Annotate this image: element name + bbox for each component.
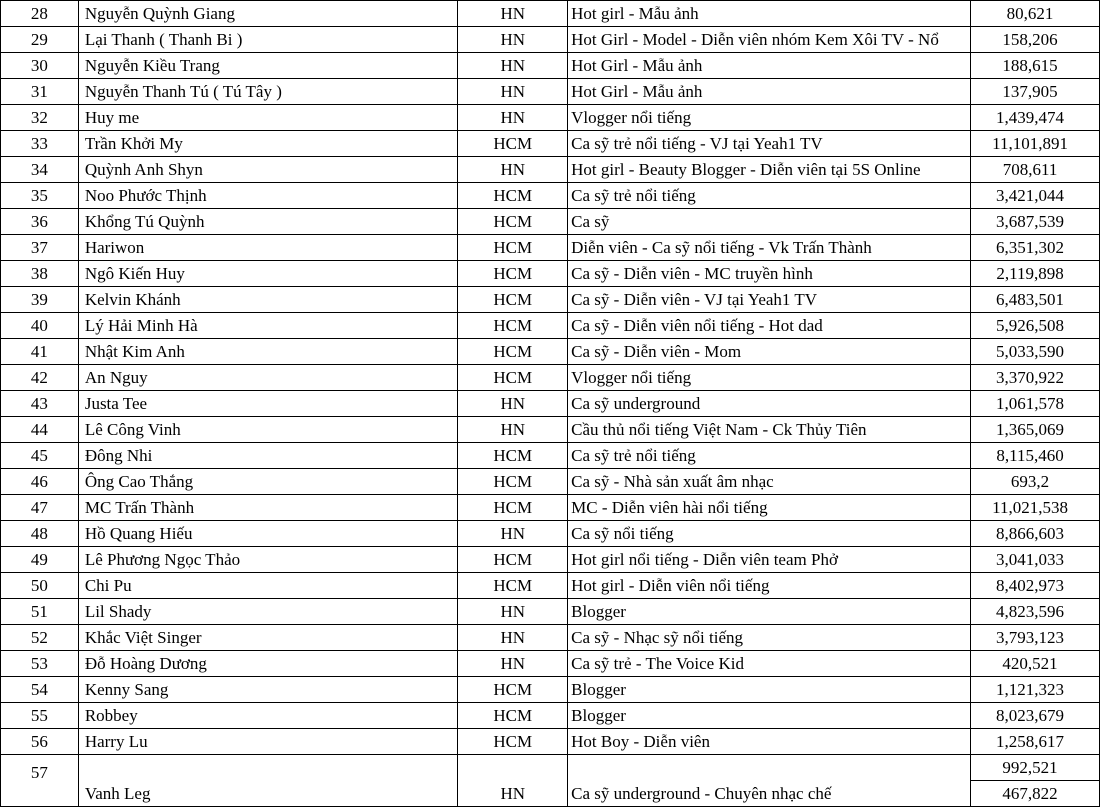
table-row[interactable] — [1, 469, 1100, 495]
city-code: HCM — [458, 261, 568, 287]
influencer-name: Khổng Tú Quỳnh — [78, 209, 458, 235]
followers-count: 8,866,603 — [971, 521, 1100, 547]
description: Ca sỹ - Diễn viên - MC truyền hình — [568, 261, 971, 287]
row-number: 47 — [1, 495, 79, 521]
city-code: HCM — [458, 131, 568, 157]
followers-count: 420,521 — [971, 651, 1100, 677]
influencer-name: Nguyễn Kiều Trang — [78, 53, 458, 79]
followers-count: 6,351,302 — [971, 235, 1100, 261]
followers-count: 6,483,501 — [971, 287, 1100, 313]
city-code: HN — [458, 79, 568, 105]
row-number: 54 — [1, 677, 79, 703]
row-number: 55 — [1, 703, 79, 729]
followers-count: 8,115,460 — [971, 443, 1100, 469]
table-row[interactable] — [1, 391, 1100, 417]
city-code: HCM — [458, 729, 568, 755]
description: Ca sỹ - Nhà sản xuất âm nhạc — [568, 469, 971, 495]
description: Ca sỹ - Diễn viên - VJ tại Yeah1 TV — [568, 287, 971, 313]
influencer-name: MC Trấn Thành — [78, 495, 458, 521]
table-row[interactable] — [1, 495, 1100, 521]
influencer-name: Ngô Kiến Huy — [78, 261, 458, 287]
followers-count: 1,365,069 — [971, 417, 1100, 443]
description: Vlogger nổi tiếng — [568, 365, 971, 391]
followers-count: 11,101,891 — [971, 131, 1100, 157]
city-code: HN — [458, 599, 568, 625]
row-number: 51 — [1, 599, 79, 625]
city-code: HCM — [458, 183, 568, 209]
description: Hot Girl - Model - Diễn viên nhóm Kem Xôi TV - Nổ — [568, 27, 971, 53]
city-code: HCM — [458, 339, 568, 365]
influencer-name: Kenny Sang — [78, 677, 458, 703]
city-code: HN — [458, 625, 568, 651]
description: Blogger — [568, 599, 971, 625]
table-row[interactable] — [1, 131, 1100, 157]
followers-count: 3,041,033 — [971, 547, 1100, 573]
followers-count: 3,687,539 — [971, 209, 1100, 235]
description: Ca sỹ nổi tiếng — [568, 521, 971, 547]
description: Ca sỹ underground — [568, 391, 971, 417]
row-number: 33 — [1, 131, 79, 157]
table-row[interactable] — [1, 313, 1100, 339]
row-number: 39 — [1, 287, 79, 313]
row-number: 53 — [1, 651, 79, 677]
influencer-name: Đông Nhi — [78, 443, 458, 469]
city-code: HCM — [458, 547, 568, 573]
city-code: HCM — [458, 573, 568, 599]
table-row[interactable] — [1, 261, 1100, 287]
row-number: 31 — [1, 79, 79, 105]
row-number: 35 — [1, 183, 79, 209]
followers-count: 5,033,590 — [971, 339, 1100, 365]
followers-count: 1,061,578 — [971, 391, 1100, 417]
table-row[interactable] — [1, 53, 1100, 79]
table-row[interactable] — [1, 521, 1100, 547]
description: Hot Girl - Mẫu ảnh — [568, 79, 971, 105]
followers-count: 5,926,508 — [971, 313, 1100, 339]
city-code: HN — [458, 521, 568, 547]
table-body — [1, 1, 1100, 755]
influencer-name: Hồ Quang Hiếu — [78, 521, 458, 547]
followers-count: 11,021,538 — [971, 495, 1100, 521]
description: Ca sỹ trẻ nổi tiếng - VJ tại Yeah1 TV — [568, 131, 971, 157]
description: Ca sỹ trẻ nổi tiếng — [568, 183, 971, 209]
followers-count: 8,023,679 — [971, 703, 1100, 729]
table-row[interactable] — [1, 599, 1100, 625]
city-code: HCM — [458, 287, 568, 313]
followers-count: 80,621 — [971, 1, 1100, 27]
row-number: 38 — [1, 261, 79, 287]
table-row[interactable] — [1, 547, 1100, 573]
influencer-name: Robbey — [78, 703, 458, 729]
influencer-name: Lại Thanh ( Thanh Bi ) — [78, 27, 458, 53]
followers-count: 1,439,474 — [971, 105, 1100, 131]
city-code: HCM — [458, 365, 568, 391]
city-code: HN — [458, 27, 568, 53]
row-number: 40 — [1, 313, 79, 339]
description: MC - Diễn viên hài nổi tiếng — [568, 495, 971, 521]
description: Blogger — [568, 703, 971, 729]
influencer-name: Hariwon — [78, 235, 458, 261]
row-number: 36 — [1, 209, 79, 235]
table-row[interactable] — [1, 755, 1100, 781]
city-code: HN — [458, 755, 568, 807]
row-number: 28 — [1, 1, 79, 27]
row-number: 50 — [1, 573, 79, 599]
description: Hot girl - Diễn viên nổi tiếng — [568, 573, 971, 599]
influencer-name: Nguyễn Thanh Tú ( Tú Tây ) — [78, 79, 458, 105]
description: Ca sỹ trẻ nổi tiếng — [568, 443, 971, 469]
row-number: 43 — [1, 391, 79, 417]
city-code: HN — [458, 1, 568, 27]
description: Ca sỹ — [568, 209, 971, 235]
followers-count: 3,421,044 — [971, 183, 1100, 209]
city-code: HN — [458, 417, 568, 443]
row-number: 56 — [1, 729, 79, 755]
table-row[interactable] — [1, 339, 1100, 365]
influencer-name: Vanh Leg — [78, 755, 458, 807]
row-number: 48 — [1, 521, 79, 547]
table-row[interactable] — [1, 677, 1100, 703]
followers-count: 3,793,123 — [971, 625, 1100, 651]
followers-count: 693,2 — [971, 469, 1100, 495]
row-number: 46 — [1, 469, 79, 495]
followers-count: 188,615 — [971, 53, 1100, 79]
table-row[interactable] — [1, 365, 1100, 391]
followers-count: 2,119,898 — [971, 261, 1100, 287]
city-code: HN — [458, 157, 568, 183]
influencer-name: Quỳnh Anh Shyn — [78, 157, 458, 183]
city-code: HCM — [458, 703, 568, 729]
description: Hot Boy - Diễn viên — [568, 729, 971, 755]
table-row[interactable] — [1, 235, 1100, 261]
row-number: 41 — [1, 339, 79, 365]
description: Ca sỹ - Diễn viên nổi tiếng - Hot dad — [568, 313, 971, 339]
description: Hot girl - Beauty Blogger - Diễn viên tại 5S Online — [568, 157, 971, 183]
table-row[interactable] — [1, 573, 1100, 599]
followers-count: 1,258,617 — [971, 729, 1100, 755]
followers-count: 137,905 — [971, 79, 1100, 105]
table-row[interactable] — [1, 443, 1100, 469]
description: Diễn viên - Ca sỹ nổi tiếng - Vk Trấn Thành — [568, 235, 971, 261]
followers-count: 8,402,973 — [971, 573, 1100, 599]
city-code: HCM — [458, 677, 568, 703]
influencer-name: Trần Khởi My — [78, 131, 458, 157]
table-row[interactable] — [1, 105, 1100, 131]
influencer-name: Nguyễn Quỳnh Giang — [78, 1, 458, 27]
city-code: HCM — [458, 313, 568, 339]
description: Blogger — [568, 677, 971, 703]
table-row[interactable] — [1, 209, 1100, 235]
table-row[interactable] — [1, 287, 1100, 313]
city-code: HN — [458, 651, 568, 677]
city-code: HN — [458, 391, 568, 417]
followers-count: 1,121,323 — [971, 677, 1100, 703]
row-number: 42 — [1, 365, 79, 391]
followers-count: 3,370,922 — [971, 365, 1100, 391]
row-number: 44 — [1, 417, 79, 443]
influencer-name: Khắc Việt Singer — [78, 625, 458, 651]
description: Ca sỹ - Diễn viên - Mom — [568, 339, 971, 365]
row-number: 57 — [1, 755, 79, 807]
table-row[interactable] — [1, 417, 1100, 443]
row-number: 49 — [1, 547, 79, 573]
followers-count: 992,521 — [971, 755, 1100, 781]
followers-count: 4,823,596 — [971, 599, 1100, 625]
description: Vlogger nổi tiếng — [568, 105, 971, 131]
table-last-row — [1, 755, 1100, 807]
influencer-name: Huy me — [78, 105, 458, 131]
table-row[interactable] — [1, 183, 1100, 209]
row-number: 37 — [1, 235, 79, 261]
description: Cầu thủ nổi tiếng Việt Nam - Ck Thủy Tiên — [568, 417, 971, 443]
influencer-name: Noo Phước Thịnh — [78, 183, 458, 209]
influencer-name: An Nguy — [78, 365, 458, 391]
influencer-name: Lê Phương Ngọc Thảo — [78, 547, 458, 573]
description: Ca sỹ - Nhạc sỹ nổi tiếng — [568, 625, 971, 651]
influencer-name: Nhật Kim Anh — [78, 339, 458, 365]
city-code: HCM — [458, 235, 568, 261]
influencer-name: Lil Shady — [78, 599, 458, 625]
description: Ca sỹ trẻ - The Voice Kid — [568, 651, 971, 677]
table-row[interactable] — [1, 651, 1100, 677]
followers-count: 467,822 — [971, 781, 1100, 807]
influencer-name: Harry Lu — [78, 729, 458, 755]
influencer-name: Kelvin Khánh — [78, 287, 458, 313]
table-row[interactable] — [1, 729, 1100, 755]
row-number: 32 — [1, 105, 79, 131]
row-number: 45 — [1, 443, 79, 469]
city-code: HCM — [458, 469, 568, 495]
table-row[interactable] — [1, 157, 1100, 183]
description: Ca sỹ underground - Chuyên nhạc chế — [568, 755, 971, 807]
influencer-name: Lê Công Vinh — [78, 417, 458, 443]
influencer-name: Đỗ Hoàng Dương — [78, 651, 458, 677]
influencer-name: Ông Cao Thắng — [78, 469, 458, 495]
city-code: HCM — [458, 443, 568, 469]
city-code: HN — [458, 53, 568, 79]
table-row[interactable] — [1, 27, 1100, 53]
city-code: HN — [458, 105, 568, 131]
followers-count: 708,611 — [971, 157, 1100, 183]
followers-count: 158,206 — [971, 27, 1100, 53]
table-row[interactable] — [1, 625, 1100, 651]
description: Hot girl - Mẫu ảnh — [568, 1, 971, 27]
city-code: HCM — [458, 495, 568, 521]
influencer-name: Lý Hải Minh Hà — [78, 313, 458, 339]
row-number: 34 — [1, 157, 79, 183]
description: Hot girl nổi tiếng - Diễn viên team Phở — [568, 547, 971, 573]
row-number: 30 — [1, 53, 79, 79]
table-row[interactable] — [1, 79, 1100, 105]
city-code: HCM — [458, 209, 568, 235]
table-row[interactable] — [1, 1, 1100, 27]
row-number: 29 — [1, 27, 79, 53]
influencer-name: Justa Tee — [78, 391, 458, 417]
row-number: 52 — [1, 625, 79, 651]
table-row[interactable] — [1, 703, 1100, 729]
description: Hot Girl - Mẫu ảnh — [568, 53, 971, 79]
influencer-name: Chi Pu — [78, 573, 458, 599]
